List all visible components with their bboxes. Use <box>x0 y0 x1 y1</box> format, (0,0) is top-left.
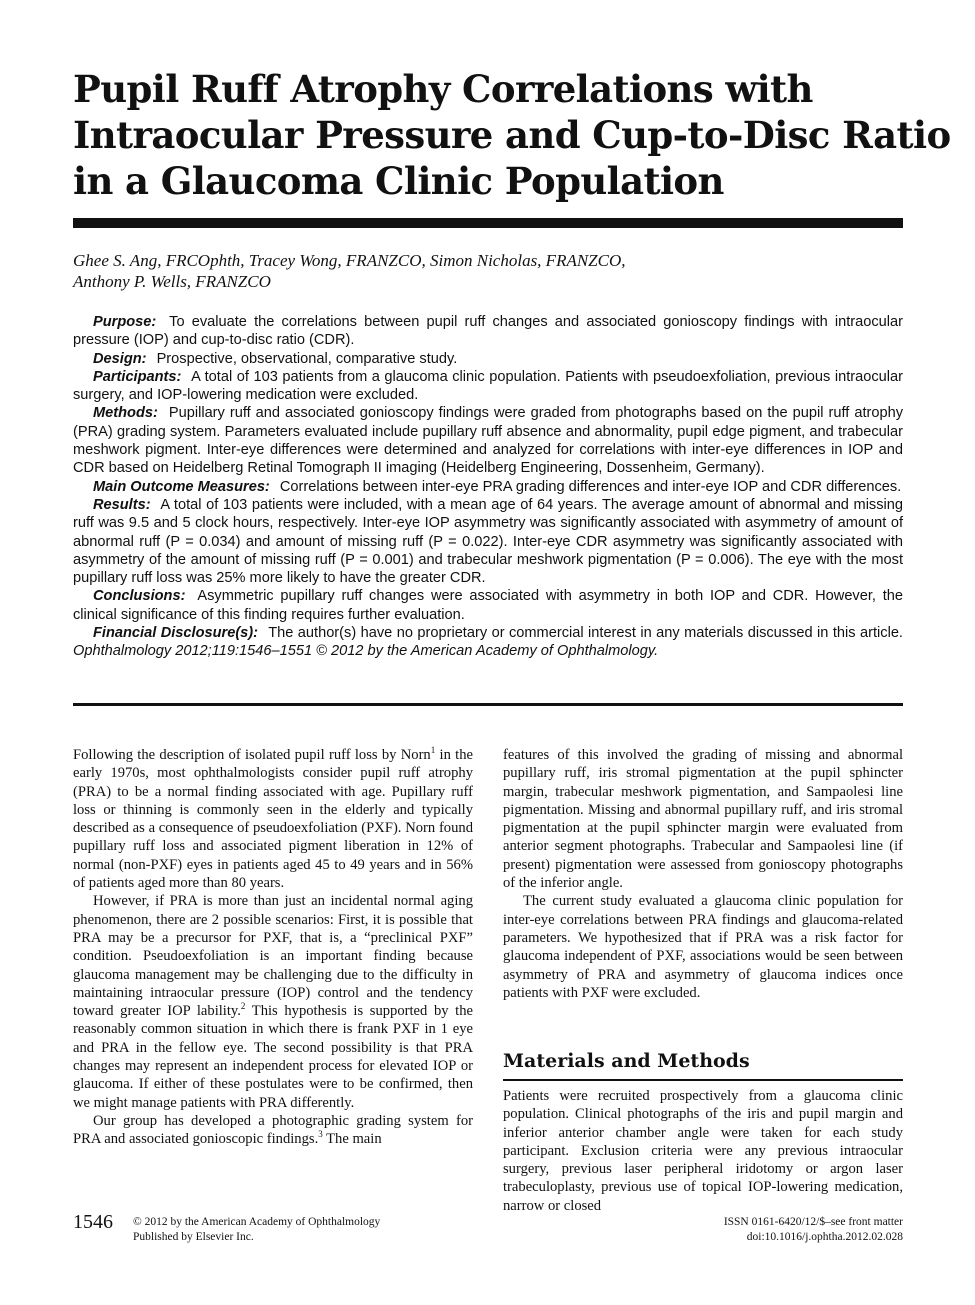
title-divider <box>73 218 903 228</box>
abstract-methods <box>73 404 903 477</box>
body-text: in the early 1970s, most ophthalmologists consider pupil ruff atrophy (PRA) to be a normal finding associated with age. Pupillary ruff loss or thinning is commonly seen in the elderly and typically described as a consequence of pseudoexfoliation (PXF). Norn found pupillary ruff loss and associated pigment liberation in 12% of normal (non-PXF) eyes in patients aged 45 to 49 years and in 56% of patients aged more than 80 years. <box>73 747 473 892</box>
publisher-line: Published by Elsevier Inc. <box>133 1231 254 1243</box>
reference-link[interactable]: 2 <box>240 1001 246 1012</box>
article-title <box>73 66 951 204</box>
abstract-text: A total of 103 patients from a glaucoma clinic population. Patients with pseudoexfoliation, previous intraocular surgery, and IOP-lowering medication were excluded. <box>73 368 904 404</box>
abstract-purpose <box>73 313 903 350</box>
section-heading: Materials and Methods <box>503 1050 750 1072</box>
abstract-divider <box>73 703 903 706</box>
copyright-line: © 2012 by the American Academy of Ophthalmology <box>133 1216 381 1228</box>
body-column-right <box>503 746 903 1002</box>
abstract-text: To evaluate the correlations between pupil ruff changes and associated gonioscopy findings with intraocular pressure (IOP) and cup-to-disc ratio (CDR). <box>73 314 903 349</box>
body-column-left <box>73 746 473 1149</box>
body-paragraph: The current study evaluated a glaucoma clinic population for inter-eye correlations between PRA findings and glaucoma-related parameters. We hypothesized that if PRA was a risk factor for glaucoma independent of PXF, associations would be seen between asymmetry of PRA and asymmetry of glaucoma indices once patients with PXF were excluded. <box>503 893 903 1001</box>
methods-column <box>503 1087 903 1215</box>
body-paragraph: features of this involved the grading of missing and abnormal pupillary ruff, iris stromal pigmentation at the pupil sphincter margin, trabecular meshwork pigmentation, and Sampaolesi line pigmentation. Missing and abnormal pupillary ruff, and iris stromal pigmentation at the pupil sphincter margin were evaluated from anterior segment photographs. Trabecular and Sampaolesi line (if present) pigmentation were assessed from gonioscopy photographs of the inferior angle. <box>503 747 903 892</box>
abstract-text: Pupillary ruff and associated gonioscopy findings were graded from photographs based on the pupil ruff atrophy (PRA) grading system. Parameters evaluated include pupillary ruff absence and abnormality, pupil edge pigment, and trabecular meshwork pigment. Inter-eye differences were determined and analyzed for correlations with inter-eye differences in IOP and CDR based on Heidelberg Retinal Tomograph II imaging (Heidelberg Engineering, Dossenheim, Germany). <box>73 405 904 477</box>
abstract-text: A total of 103 patients were included, with a mean age of 64 years. The average amount of abnormal and missing ruff was 9.5 and 5 clock hours, respectively. Inter-eye IOP asymmetry was significantly associated with asymmetry of amount of abnormal ruff (P = 0.034) and amount of missing ruff (P = 0.022). Inter-eye CDR asymmetry was significantly associated with asymmetry of the amount of missing ruff (P = 0.001) and trabecular meshwork pigmentation (P = 0.006). The eye with the most pupillary ruff loss was 25% more likely to have the greater CDR. <box>73 496 904 587</box>
abstract-text: Prospective, observational, comparative study. <box>156 350 458 367</box>
title-line: Pupil Ruff Atrophy Correlations with <box>73 67 813 111</box>
abstract-label: Participants: <box>93 368 182 385</box>
abstract-text: The author(s) have no proprietary or commercial interest in any materials discussed in this article. <box>268 625 903 642</box>
body-paragraph <box>73 746 473 892</box>
footer-copyright <box>133 1215 380 1245</box>
footer-identifiers <box>724 1215 903 1245</box>
abstract-label: Results: <box>93 496 151 513</box>
body-text: Following the description of isolated pupil ruff loss by Norn <box>73 747 431 763</box>
doi-link[interactable]: doi:10.1016/j.ophtha.2012.02.028 <box>746 1231 903 1243</box>
abstract-results <box>73 496 903 587</box>
issn-line: ISSN 0161-6420/12/$–see front matter <box>723 1216 903 1228</box>
abstract-label: Main Outcome Measures: <box>93 478 270 495</box>
abstract-disclosure <box>73 624 903 661</box>
abstract-label: Design: <box>93 350 147 367</box>
body-paragraph <box>73 1112 473 1149</box>
body-text: This hypothesis is supported by the reasonably common situation in which there is frank PXF in 1 eye and PRA in the fellow eye. The second possibility is that PRA changes may represent an independent process for elevated IOP or glaucoma. If either of these postulates were to be confirmed, then we might manage patients with PRA differently. <box>73 1003 473 1111</box>
title-line: in a Glaucoma Clinic Population <box>73 159 724 203</box>
abstract-label: Conclusions: <box>93 588 186 605</box>
body-paragraph <box>73 892 473 1112</box>
journal-citation: Ophthalmology 2012;119:1546–1551 © 2012 by the American Academy of Ophthalmology. <box>73 643 659 660</box>
author-list <box>73 250 903 292</box>
abstract <box>73 313 903 661</box>
abstract-conclusions <box>73 587 903 624</box>
body-text: Our group has developed a photographic grading system for PRA and associated gonioscopic findings. <box>73 1112 473 1148</box>
page-number: 1546 <box>73 1211 113 1233</box>
body-text: However, if PRA is more than just an incidental normal aging phenomenon, there are 2 possible scenarios: First, it is possible that PRA may be a precursor for PXF, that is, a “preclinical PXF” condition. Pseudoexfoliation is an important finding because glaucoma management may be challenging due to the difficulty in maintaining intraocular pressure (IOP) control and the tendency toward greater IOP lability. <box>73 893 473 1020</box>
section-divider <box>503 1079 903 1081</box>
abstract-label: Financial Disclosure(s): <box>93 625 259 642</box>
body-paragraph: Patients were recruited prospectively from a glaucoma clinic population. Clinical photographs of the iris and pupil margin and inferior anterior chamber angle were taken for each study participant. Exclusion criteria were any previous intraocular surgery, previous laser peripheral iridotomy or argon laser trabeculoplasty, previous use of topical IOP-lowering medication, narrow or closed <box>503 1088 903 1214</box>
body-text: The main <box>322 1131 382 1148</box>
reference-link[interactable]: 1 <box>430 745 436 755</box>
abstract-outcome <box>73 478 903 496</box>
abstract-text: Asymmetric pupillary ruff changes were associated with asymmetry in both IOP and CDR. However, the clinical significance of this finding requires further evaluation. <box>73 588 903 623</box>
reference-link[interactable]: 3 <box>318 1129 323 1140</box>
abstract-design <box>73 350 903 368</box>
author-line: Ghee S. Ang, FRCOphth, Tracey Wong, FRANZCO, Simon Nicholas, FRANZCO, <box>73 251 626 270</box>
author-line: Anthony P. Wells, FRANZCO <box>73 272 271 291</box>
abstract-participants <box>73 368 903 405</box>
title-line: Intraocular Pressure and Cup-to-Disc Ratio <box>73 113 951 157</box>
abstract-label: Purpose: <box>93 314 157 330</box>
abstract-label: Methods: <box>93 405 158 422</box>
abstract-text: Correlations between inter-eye PRA grading differences and inter-eye IOP and CDR differences. <box>279 478 902 495</box>
